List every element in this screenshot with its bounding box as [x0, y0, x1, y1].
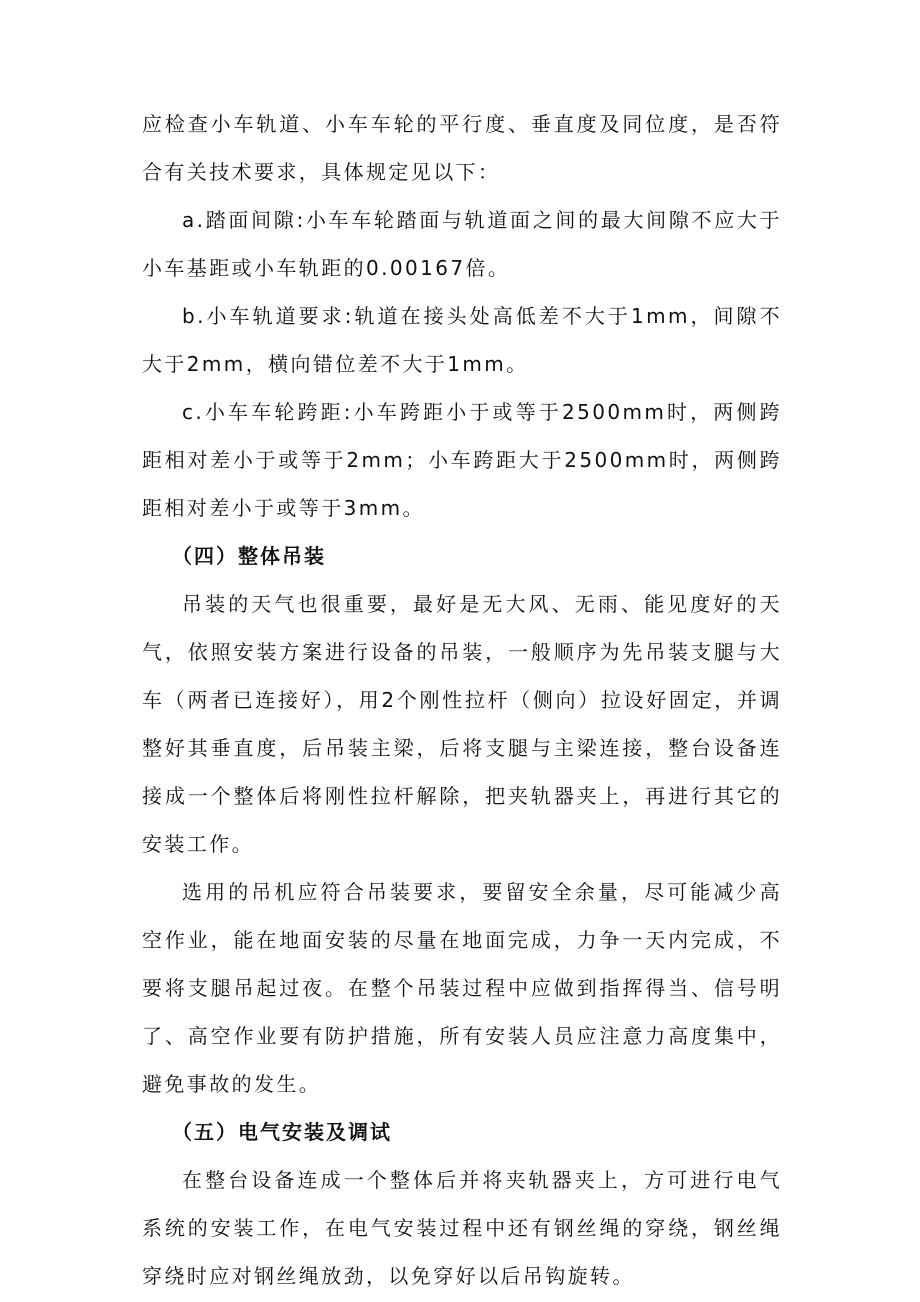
paragraph-electrical-install: 在整台设备连成一个整体后并将夹轨器夹上，方可进行电气系统的安装工作，在电气安装过程中还有钢丝绳的穿绕，钢丝绳穿绕时应对钢丝绳放劲，以免穿好以后吊钩旋转。: [142, 1168, 782, 1288]
document-page: [142, 100, 782, 1300]
section-heading-overall-hoisting: （四）整体吊装: [172, 544, 326, 568]
paragraph-trolley-track: b.小车轨道要求:轨道在接头处高低差不大于1mm，间隙不大于2mm，横向错位差不大于1mm。: [142, 304, 782, 376]
paragraph-inspection-intro: 应检查小车轨道、小车车轮的平行度、垂直度及同位度，是否符合有关技术要求，具体规定见以下：: [142, 112, 782, 184]
section-heading-electrical: （五）电气安装及调试: [172, 1120, 392, 1144]
paragraph-crane-selection: 选用的吊机应符合吊装要求，要留安全余量，尽可能减少高空作业，能在地面安装的尽量在地面完成，力争一天内完成，不要将支腿吊起过夜。在整个吊装过程中应做到指挥得当、信号明了、高空作业要有防护措施，所有安装人员应注意力高度集中，避免事故的发生。: [142, 880, 782, 1096]
paragraph-wheel-span: c.小车车轮跨距:小车跨距小于或等于2500mm时，两侧跨距相对差小于或等于2mm；小车跨距大于2500mm时，两侧跨距相对差小于或等于3mm。: [142, 400, 782, 520]
paragraph-tread-gap: a.踏面间隙:小车车轮踏面与轨道面之间的最大间隙不应大于小车基距或小车轨距的0.00167倍。: [142, 208, 782, 280]
paragraph-hoisting-weather: 吊装的天气也很重要，最好是无大风、无雨、能见度好的天气，依照安装方案进行设备的吊装，一般顺序为先吊装支腿与大车（两者已连接好），用2个刚性拉杆（侧向）拉设好固定，并调整好其垂直度，后吊装主梁，后将支腿与主梁连接，整台设备连接成一个整体后将刚性拉杆解除，把夹轨器夹上，再进行其它的安装工作。: [142, 592, 782, 856]
